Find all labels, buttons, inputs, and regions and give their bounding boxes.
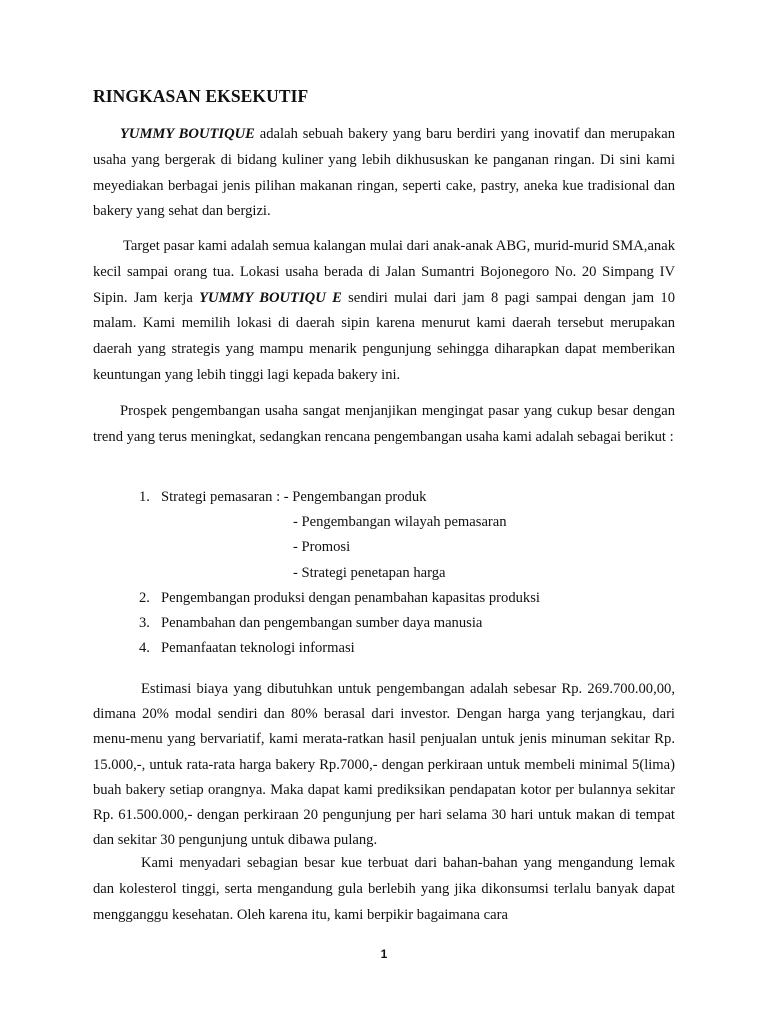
list-item-number: 4. [139, 640, 150, 656]
sub-list-item: - Promosi [293, 539, 351, 555]
page-number: 1 [380, 947, 388, 961]
paragraph-prospect [93, 399, 675, 451]
paragraph-health [93, 851, 675, 928]
paragraph-target-market [93, 234, 675, 389]
list-item-text: Strategi pemasaran : - Pengembangan produk [161, 489, 427, 505]
paragraph-cost-text: Estimasi biaya yang dibutuhkan untuk pengembangan adalah sebesar Rp. 269.700.00,00, dimana 20% modal sendiri dan 80% berasal dari investor. Dengan harga yang terjangkau, dari menu-menu yang bervariatif, kami merata-ratkan hasil penjualan untuk jenis minuman sekitar Rp. 15.000,-, untuk rata-rata harga bakery Rp.7000,- dengan perkiraan untuk membeli minimal 5(lima) buah bakery setiap orangnya. Maka dapat kami prediksikan pendapatan kotor per bulannya sekitar Rp. 61.500.000,- dengan perkiraan 20 pengunjung per hari selama 30 hari untuk makan di tempat dan sekitar 30 pengunjung untuk dibawa pulang. [93, 681, 675, 849]
paragraph-health-text: Kami menyadari sebagian besar kue terbuat dari bahan-bahan yang mengandung lemak dan kolesterol tinggi, serta mengandung gula berlebih yang jika dikonsumsi terlalu banyak dapat mengganggu kesehatan. Oleh karena itu, kami berpikir bagaimana cara [93, 855, 675, 923]
page-title: RINGKASAN EKSEKUTIF [93, 86, 309, 106]
list-item-text: Pemanfaatan teknologi informasi [161, 640, 355, 656]
brand-name-2: YUMMY BOUTIQU E [199, 289, 342, 306]
paragraph-intro-text: adalah sebuah bakery yang baru berdiri yang inovatif dan merupakan usaha yang bergerak di bidang kuliner yang lebih dikhususkan ke panganan ringan. Di sini kami meyediakan berbagai jenis pilihan makanan ringan, seperti cake, pastry, aneka kue tradisional dan bakery yang sehat dan bergizi. [93, 126, 675, 220]
paragraph-intro [93, 122, 675, 225]
sub-list-item: - Pengembangan wilayah pemasaran [293, 514, 507, 530]
list-item-text: Pengembangan produksi dengan penambahan kapasitas produksi [161, 590, 540, 606]
list-item-number: 1. [139, 489, 150, 505]
paragraph-cost-estimate [93, 677, 675, 853]
paragraph-target-text-after: sendiri mulai dari jam 8 pagi sampai dengan jam 10 malam. Kami memilih lokasi di daerah sipin karena menurut kami daerah tersebut merupakan daerah yang strategis yang mampu menarik pengunjung sehingga diharapkan dapat memberikan keuntungan yang lebih tinggi lagi kepada bakery ini. [93, 289, 675, 383]
paragraph-target-text-before: Target pasar kami adalah semua kalangan mulai dari anak-anak ABG, murid-murid SMA,anak kecil sampai orang tua. Lokasi usaha berada di Jalan Sumantri Bojonegoro No. 20 Simpang IV Sipin. Jam kerja [93, 238, 675, 306]
brand-name: YUMMY BOUTIQUE [120, 126, 255, 142]
list-item-text: Penambahan dan pengembangan sumber daya manusia [161, 615, 483, 631]
paragraph-prospect-text: Prospek pengembangan usaha sangat menjanjikan mengingat pasar yang cukup besar dengan trend yang terus meningkat, sedangkan rencana pengembangan usaha kami adalah sebagai berikut : [93, 403, 675, 445]
sub-list-item: - Strategi penetapan harga [293, 565, 446, 581]
list-item-number: 2. [139, 590, 150, 606]
list-item-number: 3. [139, 615, 150, 631]
